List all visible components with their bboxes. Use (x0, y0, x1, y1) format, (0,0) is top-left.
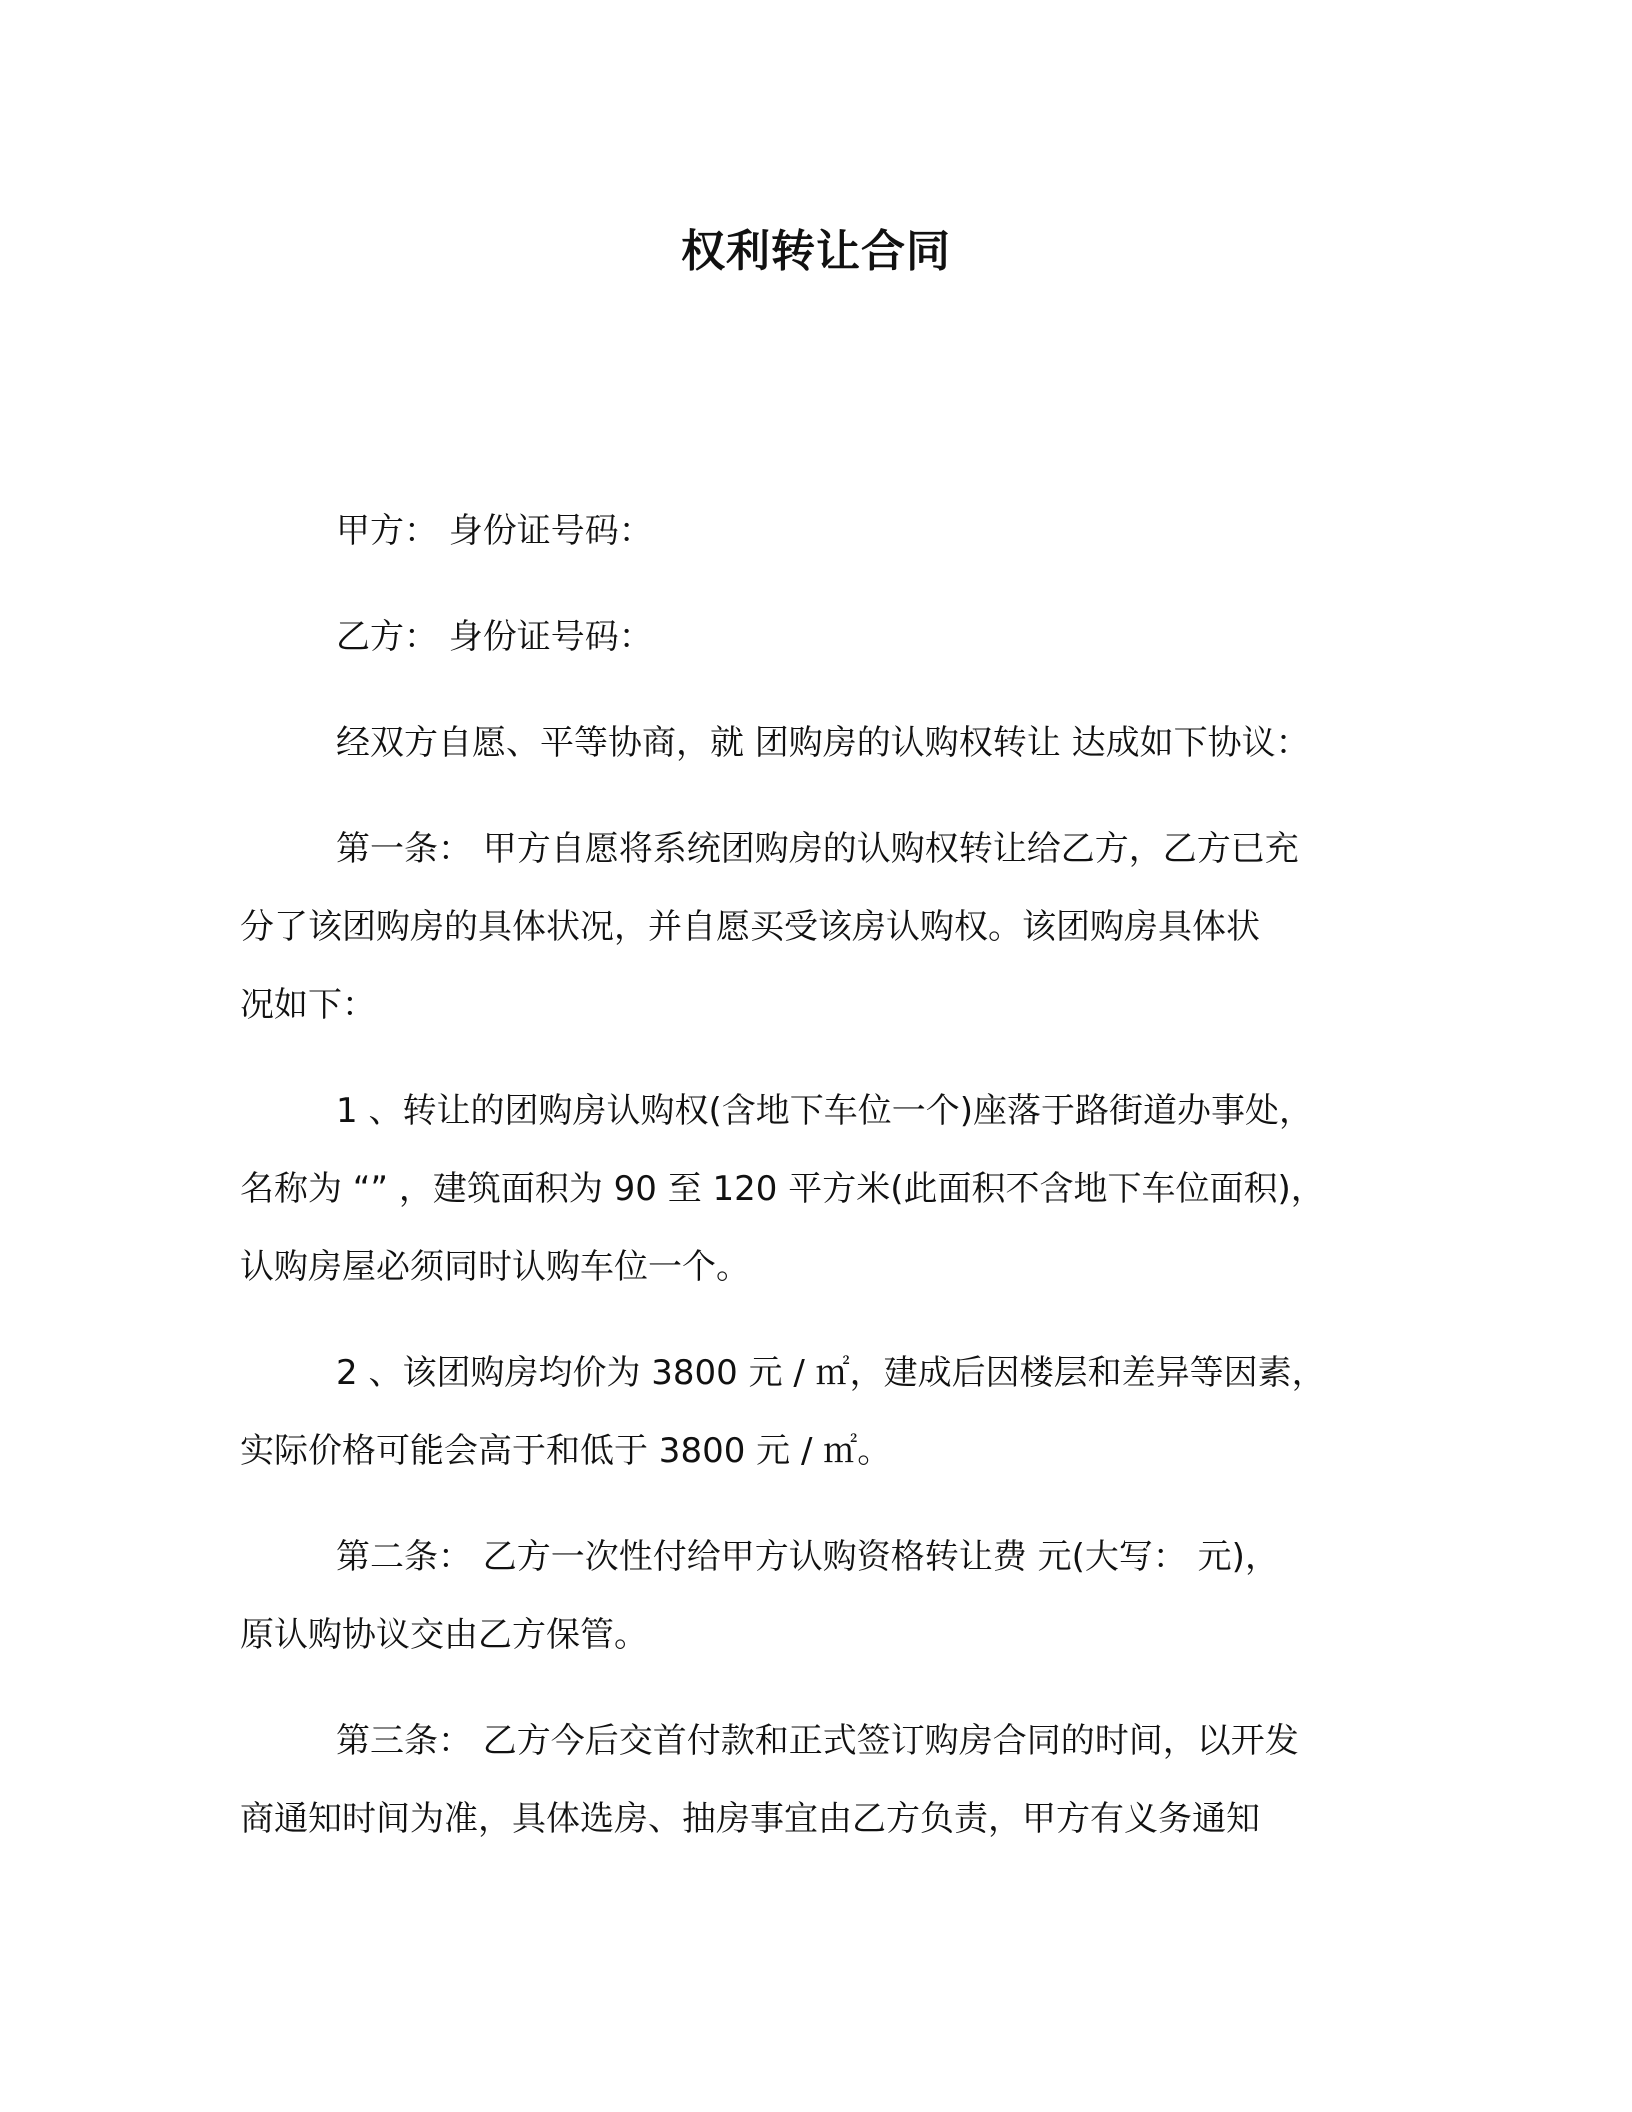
article-1-line-2: 分了该团购房的具体状况，并自愿买受该房认购权。该团购房具体状 (240, 907, 1260, 947)
article-1 (240, 810, 1400, 1044)
item-2 (240, 1334, 1400, 1490)
intro-paragraph: 经双方自愿、平等协商，就 团购房的认购权转让 达成如下协议： (336, 723, 1310, 763)
document-body (240, 492, 1400, 1886)
party-b-line: 乙方： 身份证号码： (336, 617, 653, 657)
item-1-line-1: 1 、转让的团购房认购权(含地下车位一个)座落于路街道办事处， (336, 1091, 1313, 1131)
article-1-line-1: 第一条： 甲方自愿将系统团购房的认购权转让给乙方，乙方已充 (336, 829, 1299, 869)
article-3-line-1: 第三条： 乙方今后交首付款和正式签订购房合同的时间，以开发 (336, 1721, 1299, 1761)
document-title: 权利转让合同 (681, 226, 951, 277)
article-2-line-2: 原认购协议交由乙方保管。 (240, 1615, 648, 1655)
item-2-line-2: 实际价格可能会高于和低于 3800 元 / ㎡。 (240, 1431, 892, 1471)
party-a-line: 甲方： 身份证号码： (336, 511, 653, 551)
article-2-line-1: 第二条： 乙方一次性付给甲方认购资格转让费 元(大写： 元)， (336, 1537, 1279, 1577)
article-2 (240, 1518, 1400, 1674)
item-1-line-3: 认购房屋必须同时认购车位一个。 (240, 1247, 750, 1287)
item-2-line-1: 2 、该团购房均价为 3800 元 / ㎡，建成后因楼层和差异等因素， (336, 1353, 1326, 1393)
article-3-line-2: 商通知时间为准，具体选房、抽房事宜由乙方负责，甲方有义务通知 (240, 1799, 1260, 1839)
article-3 (240, 1702, 1400, 1858)
article-1-line-3: 况如下： (240, 985, 376, 1025)
item-1-line-2: 名称为 “” ，建筑面积为 90 至 120 平方米(此面积不含地下车位面积)， (240, 1169, 1325, 1209)
item-1 (240, 1072, 1400, 1306)
